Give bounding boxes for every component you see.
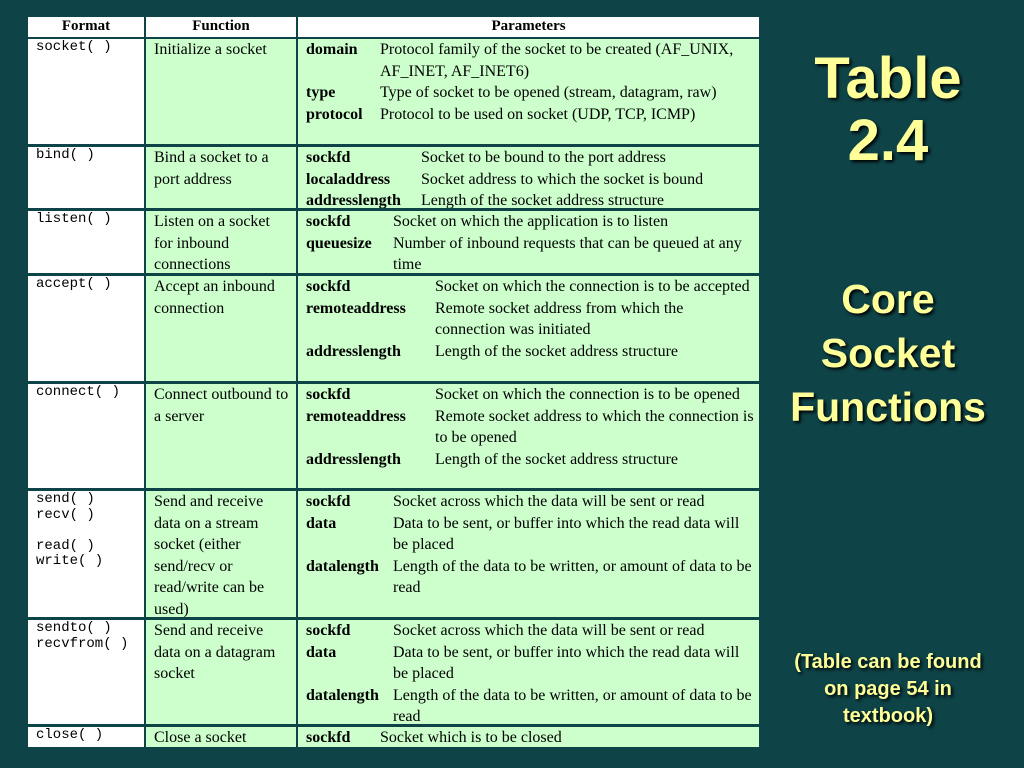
title-line: Table (814, 46, 962, 111)
parameter-row (306, 233, 755, 274)
textbook-note (770, 649, 1006, 730)
parameter-name: remoteaddress (306, 407, 406, 425)
parameter-description: Length of the socket address structure (421, 192, 665, 208)
function-description: Close a socket (146, 727, 296, 747)
format-cell (28, 727, 144, 747)
format-name: bind( ) (36, 147, 95, 163)
format-cell (28, 620, 144, 724)
parameters-cell (298, 727, 759, 747)
parameter-description: Socket across which the data will be sent or read (393, 493, 705, 510)
function-description: Send and receive data on a datagram socket (146, 620, 296, 724)
parameter-description: Protocol family of the socket to be created (AF_UNIX, AF_INET, AF_INET6) (380, 41, 734, 80)
format-cell (28, 276, 144, 381)
format-name: accept( ) (36, 276, 112, 292)
format-name: sendto( ) (36, 620, 112, 636)
function-description: Accept an inbound connection (146, 276, 296, 381)
parameters-cell (298, 39, 759, 144)
parameter-name: sockfd (306, 149, 351, 166)
parameter-name: data (306, 643, 337, 661)
parameter-name: datalength (306, 686, 379, 704)
parameter-name: type (306, 84, 336, 101)
parameter-description: Socket which is to be closed (380, 729, 562, 746)
function-description: Initialize a socket (146, 39, 296, 144)
note-line: on page 54 in (824, 678, 952, 700)
parameter-name: addresslength (306, 450, 401, 468)
note-line: textbook) (843, 705, 933, 727)
format-name: socket( ) (36, 39, 112, 55)
parameter-name: addresslength (306, 342, 401, 360)
header-parameters: Parameters (298, 17, 759, 37)
function-description: Connect outbound to a server (146, 384, 296, 488)
parameter-name: sockfd (306, 729, 351, 746)
parameter-row (306, 190, 755, 208)
parameter-description: Socket on which the application is to listen (393, 213, 669, 230)
parameter-row (306, 384, 755, 406)
parameter-description: Socket address to which the socket is bound (421, 170, 704, 188)
parameters-cell (298, 276, 759, 381)
format-name: listen( ) (36, 211, 112, 227)
parameter-row (306, 39, 755, 82)
format-name: send( ) (36, 491, 95, 507)
title-line: 2.4 (847, 108, 929, 173)
format-cell (28, 491, 144, 617)
format-name: read( ) (36, 537, 95, 554)
parameter-row (306, 82, 755, 104)
subtitle-line: Socket (820, 330, 956, 376)
parameter-name: data (306, 514, 337, 532)
format-cell (28, 147, 144, 208)
parameter-row (306, 642, 755, 685)
parameter-name: queuesize (306, 234, 372, 252)
parameter-description: Remote socket address to which the connection is to be opened (435, 407, 754, 446)
parameter-row (306, 104, 755, 126)
format-cell (28, 384, 144, 488)
parameter-description: Socket to be bound to the port address (421, 149, 666, 166)
parameter-name: remoteaddress (306, 299, 406, 317)
format-name: recv( ) (36, 506, 95, 523)
parameter-description: Length of the socket address structure (435, 450, 679, 468)
parameter-row (306, 169, 755, 191)
parameter-name: sockfd (306, 622, 351, 639)
parameter-row (306, 341, 755, 363)
parameter-row (306, 406, 755, 449)
parameter-description: Data to be sent, or buffer into which the read data will be placed (393, 514, 740, 553)
header-function: Function (146, 17, 296, 37)
parameter-row (306, 620, 755, 642)
parameter-row (306, 727, 755, 747)
parameter-description: Protocol to be used on socket (UDP, TCP, ICMP) (380, 105, 696, 123)
note-line: (Table can be found (794, 651, 982, 673)
function-description: Bind a socket to a port address (146, 147, 296, 208)
parameter-row (306, 211, 755, 233)
slide-subtitle (770, 272, 1006, 434)
format-name: write( ) (36, 553, 104, 569)
subtitle-line: Functions (790, 384, 986, 430)
parameter-name: datalength (306, 557, 379, 575)
parameter-row (306, 491, 755, 513)
parameter-description: Length of the data to be written, or amount of data to be read (393, 557, 752, 596)
parameter-description: Length of the socket address structure (435, 342, 679, 360)
parameter-name: addresslength (306, 192, 401, 208)
parameter-description: Number of inbound requests that can be queued at any time (393, 234, 742, 273)
parameter-description: Socket across which the data will be sent or read (393, 622, 705, 639)
parameter-name: protocol (306, 105, 363, 123)
parameters-cell (298, 491, 759, 617)
format-cell (28, 211, 144, 273)
parameter-description: Data to be sent, or buffer into which the read data will be placed (393, 643, 740, 682)
format-name (36, 523, 144, 539)
subtitle-line: Core (841, 276, 935, 322)
header-format: Format (28, 17, 144, 37)
format-name: close( ) (36, 727, 104, 743)
parameter-name: domain (306, 41, 358, 58)
parameter-row (306, 298, 755, 341)
parameter-description: Length of the data to be written, or amount of data to be read (393, 686, 752, 724)
parameter-name: sockfd (306, 386, 351, 403)
parameter-description: Remote socket address from which the connection was initiated (435, 299, 684, 338)
parameter-name: localaddress (306, 170, 391, 188)
parameter-description: Socket on which the connection is to be opened (435, 386, 740, 403)
parameter-description: Socket on which the connection is to be accepted (435, 278, 750, 295)
parameter-row (306, 449, 755, 471)
function-description: Listen on a socket for inbound connections (146, 211, 296, 273)
parameters-cell (298, 211, 759, 273)
parameter-row (306, 685, 755, 725)
parameter-name: sockfd (306, 213, 351, 230)
parameters-cell (298, 620, 759, 724)
format-name: connect( ) (36, 384, 121, 400)
parameters-cell (298, 147, 759, 208)
slide-title (770, 48, 1006, 172)
parameter-row (306, 556, 755, 599)
function-description: Send and receive data on a stream socket (either send/recv or read/write can be used) (146, 491, 296, 617)
parameter-row (306, 276, 755, 298)
parameter-description: Type of socket to be opened (stream, datagram, raw) (380, 84, 717, 101)
format-name: recvfrom( ) (36, 635, 129, 652)
parameters-cell (298, 384, 759, 488)
parameter-name: sockfd (306, 278, 351, 295)
format-cell (28, 39, 144, 144)
parameter-name: sockfd (306, 493, 351, 510)
parameter-row (306, 147, 755, 169)
parameter-row (306, 513, 755, 556)
